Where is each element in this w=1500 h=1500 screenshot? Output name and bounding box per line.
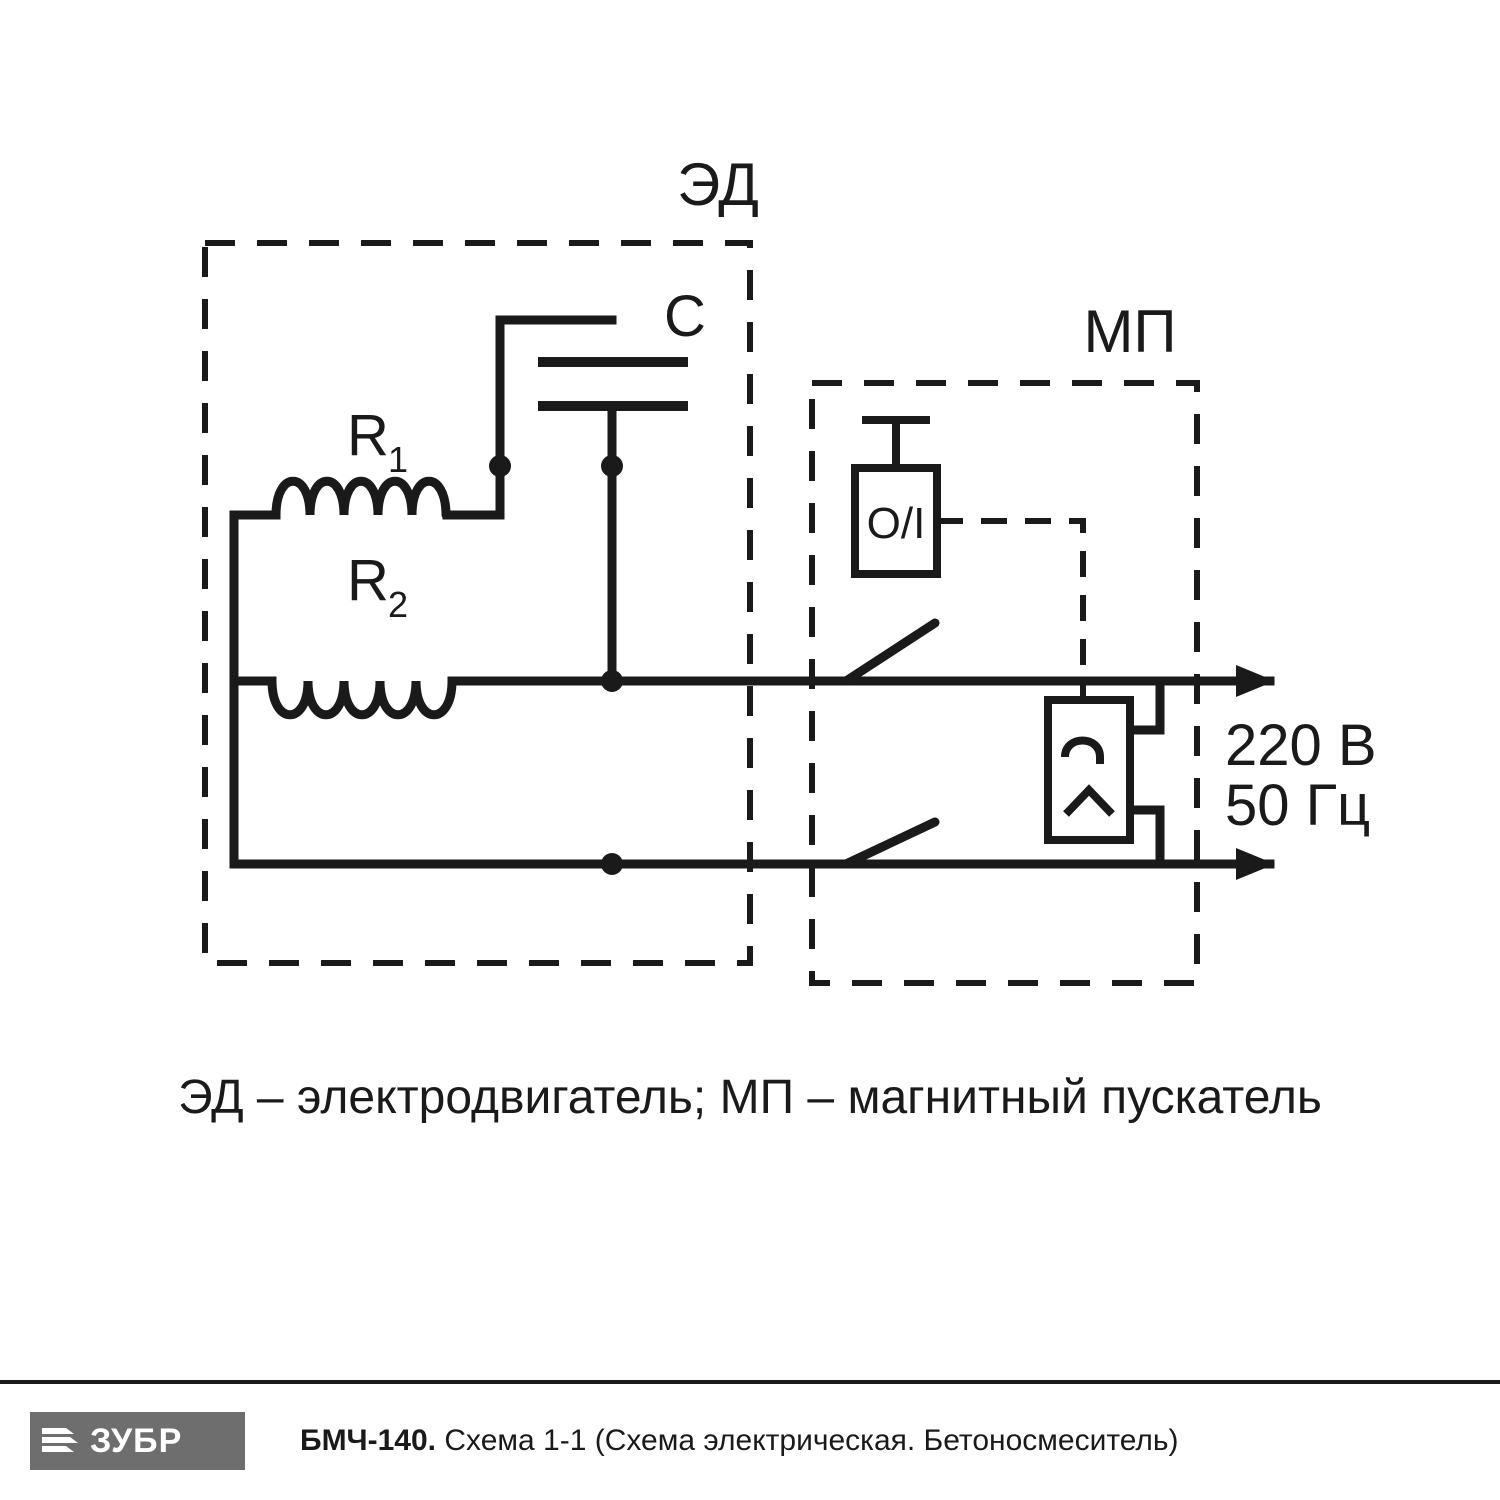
winding-r1-subscript: 1 [387, 439, 409, 480]
brand-name: ЗУБР [90, 1422, 183, 1460]
motor-block-label: ЭД [677, 151, 759, 218]
junction-dots [489, 455, 623, 875]
capacitor-symbol [538, 362, 688, 406]
supply-voltage-label: 220 В [1225, 713, 1377, 778]
footer-divider [0, 1380, 1500, 1384]
winding-r2-subscript: 2 [387, 584, 409, 625]
footer-content [30, 1412, 1179, 1470]
supply-frequency-label: 50 Гц [1225, 773, 1371, 838]
starter-block-label: МП [1083, 298, 1177, 365]
control-dashed-link [937, 521, 1083, 700]
model-number: БМЧ-140. [300, 1424, 437, 1457]
footer-caption [300, 1424, 1179, 1458]
push-button-symbol[interactable] [855, 420, 937, 574]
arrow-logo-icon [40, 1424, 82, 1458]
relay-coil-symbol [1048, 681, 1160, 864]
winding-r2-symbol [272, 681, 452, 715]
legend-text: ЭД – электродвигатель; МП – магнитный пускатель [178, 1071, 1322, 1124]
capacitor-label: C [664, 284, 706, 349]
winding-r2-label: R [347, 548, 389, 613]
winding-r1-label: R [347, 403, 389, 468]
motor-dashed-boundary [205, 243, 750, 963]
footer-bar [0, 1380, 1500, 1500]
winding-r1-symbol [276, 481, 446, 515]
contacts-symbol [846, 623, 935, 864]
push-button-label: O/I [866, 499, 926, 548]
brand-logo [30, 1412, 245, 1470]
caption-text: Схема 1-1 (Схема электрическая. Бетоносмеситель) [444, 1424, 1179, 1457]
